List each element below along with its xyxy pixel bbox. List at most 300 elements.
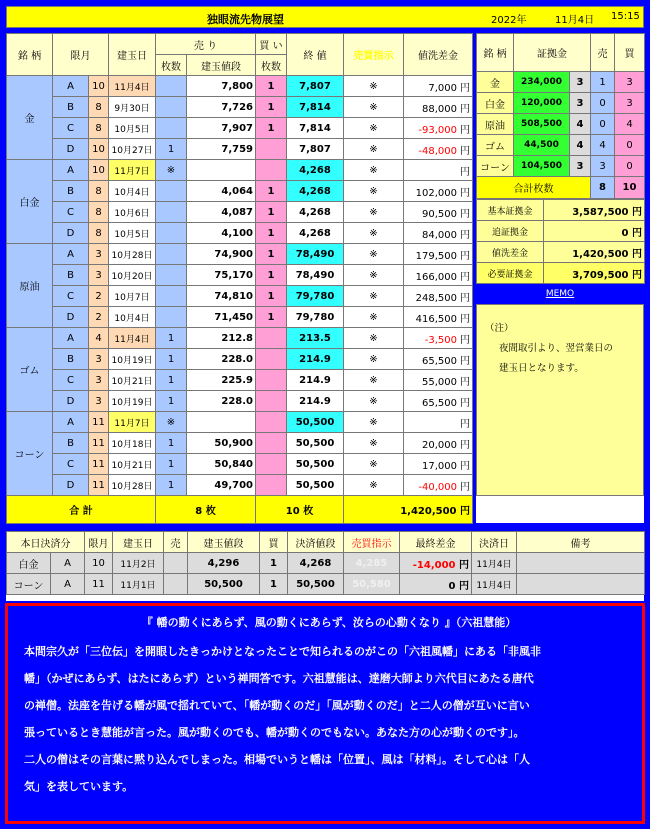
price-diff-value: 17,000: [422, 460, 457, 472]
instruction: ※: [344, 181, 404, 202]
settlement-row: [7, 574, 645, 595]
close-price: 214.9: [287, 349, 344, 370]
price-diff: [404, 286, 473, 307]
summary-yen: 円: [632, 269, 642, 281]
instruction: ※: [344, 223, 404, 244]
margin-buy: 4: [615, 114, 645, 135]
open-price: 4,064: [187, 181, 256, 202]
contract-class: D: [53, 475, 89, 496]
open-price: 228.0: [187, 349, 256, 370]
margin-panel: [476, 33, 644, 523]
settle-brand: コーン: [7, 574, 51, 595]
instruction: ※: [344, 412, 404, 433]
settle-price: 4,296: [188, 553, 260, 574]
yen-unit: 円: [460, 82, 470, 94]
settle-final-value: -14,000: [412, 559, 456, 571]
commodity-name: 金: [7, 76, 53, 160]
position-row: [7, 244, 473, 265]
yen-unit: 円: [460, 103, 470, 115]
sell-count: 1: [156, 328, 187, 349]
buy-count: 1: [256, 223, 287, 244]
price-diff: [404, 265, 473, 286]
yen-unit: 円: [460, 250, 470, 262]
margin-buy: 0: [615, 135, 645, 156]
price-diff-value: 7,000: [428, 82, 457, 94]
message-body: [24, 640, 634, 799]
yen-unit: 円: [460, 376, 470, 388]
sell-count: [156, 265, 187, 286]
price-diff-value: -3,500: [424, 334, 457, 346]
price-diff-value: 84,000: [422, 229, 457, 241]
price-diff-value: -93,000: [418, 124, 457, 136]
margin-buy-header: 買: [615, 34, 645, 72]
instruction: ※: [344, 391, 404, 412]
open-date: 11月4日: [109, 76, 156, 97]
margin-buy: 3: [615, 93, 645, 114]
position-row: [7, 181, 473, 202]
instruction: ※: [344, 328, 404, 349]
instruction: ※: [344, 160, 404, 181]
summary-value: [544, 263, 645, 284]
open-price: 4,087: [187, 202, 256, 223]
margin-row: [477, 114, 645, 135]
settle-price-header: 建玉値段: [188, 532, 260, 553]
margin-brand: ゴム: [477, 135, 514, 156]
contract-class: D: [53, 223, 89, 244]
instruction: ※: [344, 454, 404, 475]
margin-multiplier: 4: [570, 135, 591, 156]
sell-count: [156, 202, 187, 223]
settlement-panel: [6, 531, 644, 601]
contract-class: B: [53, 265, 89, 286]
message-line: 本間宗久が「三位伝」を開眼したきっかけとなったことで知られるのがこの「六祖風幡」にある「非風非: [24, 645, 541, 658]
buy-count: 1: [256, 76, 287, 97]
summary-amount: 3,709,500: [572, 269, 629, 281]
settle-month: 10: [85, 553, 113, 574]
position-row: [7, 454, 473, 475]
position-row: [7, 307, 473, 328]
price-diff: [404, 349, 473, 370]
yen-unit: 円: [460, 271, 470, 283]
message-title: 『 幡の動くにあらず、風の動くにあらず、汝らの心動くなり 』（六祖慧能）: [141, 616, 517, 629]
sell-count: 1: [156, 475, 187, 496]
instruction: ※: [344, 433, 404, 454]
buy-count: 1: [256, 307, 287, 328]
close-price: 214.9: [287, 370, 344, 391]
open-price: 74,810: [187, 286, 256, 307]
memo-note: （注）: [485, 323, 514, 334]
sell-count: [156, 181, 187, 202]
contract-class: C: [53, 118, 89, 139]
price-diff: [404, 76, 473, 97]
close-price: 4,268: [287, 160, 344, 181]
settle-brand: 白金: [7, 553, 51, 574]
memo-box: [476, 304, 644, 496]
open-date: 10月21日: [109, 370, 156, 391]
close-price: 50,500: [287, 454, 344, 475]
open-price: 228.0: [187, 391, 256, 412]
summary-row: [477, 242, 645, 263]
position-row: [7, 370, 473, 391]
position-row: [7, 139, 473, 160]
contract-class: B: [53, 349, 89, 370]
price-diff-value: 88,000: [422, 103, 457, 115]
instruction: ※: [344, 118, 404, 139]
summary-yen: 円: [632, 248, 642, 260]
price-diff: [404, 139, 473, 160]
contract-month: 4: [89, 328, 109, 349]
open-date: 10月4日: [109, 181, 156, 202]
close-price: 79,780: [287, 286, 344, 307]
settle-final-yen: 円: [459, 559, 469, 571]
open-price: 7,726: [187, 97, 256, 118]
buy-count: [256, 433, 287, 454]
price-diff: [404, 391, 473, 412]
contract-month: 3: [89, 370, 109, 391]
contract-class: B: [53, 433, 89, 454]
settle-buy: 1: [260, 553, 288, 574]
instruction-header: 売買指示: [344, 34, 404, 76]
message-line: 張っているとき慧能が言った。風が動くのでも、幡が動くのでもない。あなた方の心が動くのです」。: [24, 726, 525, 739]
settle-final: [400, 574, 472, 595]
settle-instruction: 50,580: [344, 574, 400, 595]
settle-day-header: 決済日: [472, 532, 517, 553]
total-buy: [256, 496, 344, 524]
summary-value: [544, 200, 645, 221]
position-row: [7, 76, 473, 97]
contract-month: 11: [89, 475, 109, 496]
message-line: 幡」（かぜにあらず、はたにあらず）という禅問答です。六祖慧能は、達磨大師より六代目にあたる唐代: [24, 672, 534, 685]
settle-final-value: 0: [448, 580, 456, 592]
position-row: [7, 412, 473, 433]
margin-total-buy: 10: [615, 177, 645, 199]
margin-buy: 3: [615, 72, 645, 93]
position-row: [7, 391, 473, 412]
summary-yen: 円: [632, 206, 642, 218]
yen-unit: 円: [460, 145, 470, 157]
instruction: ※: [344, 97, 404, 118]
margin-multiplier: 4: [570, 114, 591, 135]
settle-date: 11月1日: [113, 574, 164, 595]
message-line: の禅僧。法座を告げる幡が風で揺れていて、「幡が動くのだ」「風が動くのだ」と二人の僧が互いに言い: [24, 699, 530, 712]
settle-class: A: [51, 574, 85, 595]
close-price: 214.9: [287, 391, 344, 412]
open-price: [187, 412, 256, 433]
position-row: [7, 97, 473, 118]
buy-count: 1: [256, 286, 287, 307]
settle-price: 50,500: [188, 574, 260, 595]
settlement-header-row: [7, 532, 645, 553]
margin-brand: 白金: [477, 93, 514, 114]
margin-value: 104,500: [514, 156, 570, 177]
instruction: ※: [344, 139, 404, 160]
summary-value: [544, 221, 645, 242]
margin-header: 証拠金: [514, 34, 591, 72]
margin-sell: 3: [591, 156, 615, 177]
memo-title[interactable]: MEMO: [545, 289, 575, 299]
settle-note: [517, 553, 645, 574]
open-date: 10月7日: [109, 286, 156, 307]
settle-final-header: 最終差金: [400, 532, 472, 553]
page-title: 独眼流先物展望: [207, 13, 284, 26]
summary-row: [477, 221, 645, 242]
sell-header: 売 り: [156, 34, 256, 55]
contract-class: C: [53, 202, 89, 223]
margin-value: 44,500: [514, 135, 570, 156]
yen-unit: 円: [460, 397, 470, 409]
settle-month: 11: [85, 574, 113, 595]
open-date: 10月20日: [109, 265, 156, 286]
open-price: 212.8: [187, 328, 256, 349]
close-price: 4,268: [287, 181, 344, 202]
settle-day: 11月4日: [472, 553, 517, 574]
open-date: 11月4日: [109, 328, 156, 349]
total-sell-value: 8: [195, 506, 203, 517]
settle-note: [517, 574, 645, 595]
commodity-name: ゴム: [7, 328, 53, 412]
price-diff: [404, 475, 473, 496]
contract-class: A: [53, 160, 89, 181]
position-row: [7, 160, 473, 181]
open-price: 225.9: [187, 370, 256, 391]
summary-body: [477, 200, 645, 284]
positions-table: [6, 33, 473, 524]
message-line: 二人の僧はその言葉に黙り込んでしまった。相場でいうと幡は「位置」、風は「材料」。そして心は「人: [24, 753, 530, 766]
open-price: 49,700: [187, 475, 256, 496]
close-price: 7,807: [287, 76, 344, 97]
sell-count: [156, 97, 187, 118]
price-diff: [404, 160, 473, 181]
contract-month: 3: [89, 244, 109, 265]
position-row: [7, 118, 473, 139]
settle-final: [400, 553, 472, 574]
price-diff-value: 20,000: [422, 439, 457, 451]
instruction: ※: [344, 202, 404, 223]
margin-sell: 0: [591, 114, 615, 135]
instruction: ※: [344, 475, 404, 496]
buy-count: 1: [256, 118, 287, 139]
price-diff-value: 166,000: [415, 271, 457, 283]
contract-month: 3: [89, 265, 109, 286]
close-price: 79,780: [287, 307, 344, 328]
close-price: 4,268: [287, 202, 344, 223]
settle-final-yen: 円: [459, 580, 469, 592]
yen-unit: 円: [460, 460, 470, 472]
buy-count: [256, 454, 287, 475]
price-diff-value: 179,500: [415, 250, 457, 262]
buy-count: 1: [256, 202, 287, 223]
settle-day: 11月4日: [472, 574, 517, 595]
settle-exit-price: 4,268: [288, 553, 344, 574]
buy-header: 買 い: [256, 34, 287, 55]
price-diff: [404, 328, 473, 349]
open-price: 71,450: [187, 307, 256, 328]
contract-month: 11: [89, 433, 109, 454]
open-date: 10月18日: [109, 433, 156, 454]
settle-exit-price: 50,500: [288, 574, 344, 595]
price-diff: [404, 307, 473, 328]
buy-count: [256, 475, 287, 496]
price-diff-value: 248,500: [415, 292, 457, 304]
contract-month: 8: [89, 181, 109, 202]
close-price: 78,490: [287, 244, 344, 265]
buy-count: [256, 328, 287, 349]
instruction: ※: [344, 307, 404, 328]
diff-header: 値洗差金: [404, 34, 473, 76]
margin-total-sell: 8: [591, 177, 615, 199]
price-diff-value: -40,000: [418, 481, 457, 493]
summary-label: 必要証拠金: [477, 263, 544, 284]
sell-count: [156, 307, 187, 328]
settle-buy-header: 買: [260, 532, 288, 553]
title-bar: [6, 6, 644, 28]
open-date: 10月27日: [109, 139, 156, 160]
close-price: 50,500: [287, 412, 344, 433]
contract-class: C: [53, 286, 89, 307]
summary-row: [477, 263, 645, 284]
open-date: 10月21日: [109, 454, 156, 475]
close-price: 4,268: [287, 223, 344, 244]
contract-class: A: [53, 76, 89, 97]
contract-month: 8: [89, 97, 109, 118]
brand-header: 銘 柄: [7, 34, 53, 76]
close-price: 7,814: [287, 97, 344, 118]
yen-unit: 円: [460, 187, 470, 199]
sell-count: [156, 223, 187, 244]
price-diff: [404, 370, 473, 391]
position-row: [7, 349, 473, 370]
margin-total-label: 合計枚数: [477, 177, 591, 199]
price-diff-value: 90,500: [422, 208, 457, 220]
position-row: [7, 202, 473, 223]
instruction: ※: [344, 76, 404, 97]
buy-count-header: 枚数: [256, 55, 287, 76]
open-date: 11月7日: [109, 160, 156, 181]
yen-unit: 円: [460, 355, 470, 367]
positions-body: [7, 34, 473, 524]
price-diff: [404, 118, 473, 139]
open-date: 10月28日: [109, 475, 156, 496]
open-date: 10月5日: [109, 223, 156, 244]
yen-unit: 円: [460, 418, 470, 430]
settle-class: A: [51, 553, 85, 574]
contract-class: A: [53, 412, 89, 433]
open-price: 7,759: [187, 139, 256, 160]
open-price: 7,800: [187, 76, 256, 97]
open-date: 11月7日: [109, 412, 156, 433]
margin-sell: 0: [591, 93, 615, 114]
summary-label: 値洗差金: [477, 242, 544, 263]
settle-sell: [164, 553, 188, 574]
price-diff: [404, 202, 473, 223]
total-sell-unit: 枚: [205, 506, 216, 517]
contract-class: C: [53, 370, 89, 391]
contract-month: 8: [89, 118, 109, 139]
margin-multiplier: 3: [570, 72, 591, 93]
memo-header: [476, 284, 644, 304]
yen-unit: 円: [460, 292, 470, 304]
price-diff: [404, 223, 473, 244]
open-date: 10月4日: [109, 307, 156, 328]
margin-body: [477, 34, 645, 199]
instruction: ※: [344, 349, 404, 370]
instruction: ※: [344, 265, 404, 286]
margin-brand: 金: [477, 72, 514, 93]
settle-sell: [164, 574, 188, 595]
position-row: [7, 286, 473, 307]
sell-count-header: 枚数: [156, 55, 187, 76]
close-price: 213.5: [287, 328, 344, 349]
price-diff-value: 416,500: [415, 313, 457, 325]
open-price: [187, 160, 256, 181]
open-date-header: 建玉日: [109, 34, 156, 76]
margin-total-row: [477, 177, 645, 199]
open-date: 10月28日: [109, 244, 156, 265]
sell-count: [156, 244, 187, 265]
close-price: 7,814: [287, 118, 344, 139]
margin-brand: 原油: [477, 114, 514, 135]
position-row: [7, 433, 473, 454]
yen-unit: 円: [460, 166, 470, 178]
settle-date-header: 建玉日: [113, 532, 164, 553]
contract-class: D: [53, 139, 89, 160]
total-diff-value: 1,420,500: [400, 506, 457, 517]
sell-count: [156, 286, 187, 307]
position-row: [7, 328, 473, 349]
price-diff: [404, 454, 473, 475]
sell-count: [156, 76, 187, 97]
margin-value: 234,000: [514, 72, 570, 93]
sell-count: ※: [156, 160, 187, 181]
total-buy-value: 10: [285, 506, 300, 517]
open-date: 10月19日: [109, 391, 156, 412]
summary-amount: 1,420,500: [572, 248, 629, 260]
settle-note-header: 備考: [517, 532, 645, 553]
open-price: 4,100: [187, 223, 256, 244]
contract-month: 10: [89, 139, 109, 160]
contract-month: 10: [89, 76, 109, 97]
positions-total-row: [7, 496, 473, 524]
contract-month: 11: [89, 412, 109, 433]
position-row: [7, 223, 473, 244]
price-diff-value: 102,000: [415, 187, 457, 199]
margin-sell: 4: [591, 135, 615, 156]
margin-row: [477, 156, 645, 177]
settle-buy: 1: [260, 574, 288, 595]
settle-instruction: 4,285: [344, 553, 400, 574]
buy-count: [256, 391, 287, 412]
margin-sell: 1: [591, 72, 615, 93]
summary-table: [476, 199, 645, 284]
yen-unit: 円: [460, 334, 470, 346]
close-price: 78,490: [287, 265, 344, 286]
message-line: 気」を表しています。: [24, 780, 134, 793]
positions-panel: [6, 33, 472, 523]
memo-line-2: 建玉日となります。: [499, 363, 584, 374]
contract-month: 10: [89, 160, 109, 181]
settlement-row: [7, 553, 645, 574]
close-price: 50,500: [287, 433, 344, 454]
header-time: 15:15: [611, 11, 640, 22]
contract-class: D: [53, 307, 89, 328]
buy-count: 1: [256, 265, 287, 286]
sell-count: 1: [156, 391, 187, 412]
margin-multiplier: 3: [570, 93, 591, 114]
settle-price2-header: 決済値段: [288, 532, 344, 553]
open-price: 74,900: [187, 244, 256, 265]
memo-line-1: 夜間取引より、翌営業日の: [499, 343, 614, 354]
sell-count: 1: [156, 454, 187, 475]
